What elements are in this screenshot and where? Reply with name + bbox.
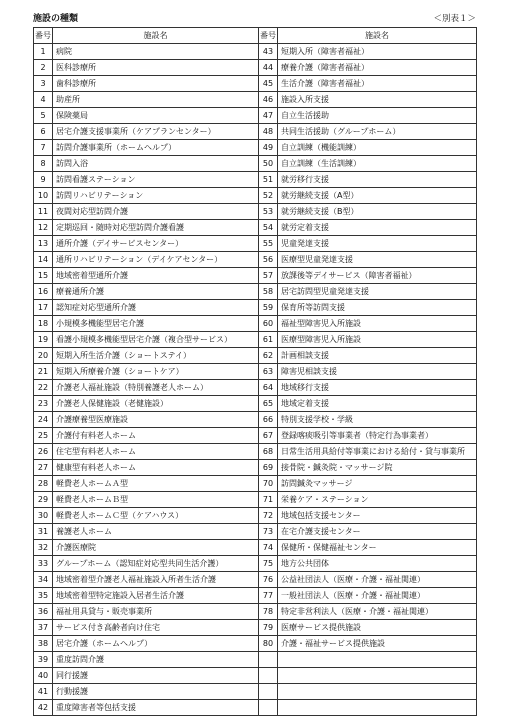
cell-facility-name-left: 居宅介護支援事業所（ケアプランセンター） — [53, 124, 259, 140]
cell-facility-name-left: 同行援護 — [53, 668, 259, 684]
cell-facility-name-left: 夜間対応型訪問介護 — [53, 204, 259, 220]
table-row — [34, 348, 477, 364]
header-name-right: 施設名 — [278, 28, 477, 44]
cell-facility-name-right: 施設入所支援 — [278, 92, 477, 108]
cell-facility-name-left: 歯科診療所 — [53, 76, 259, 92]
cell-number-right: 73 — [259, 524, 278, 540]
cell-facility-name-right: 児童発達支援 — [278, 236, 477, 252]
cell-facility-name-right: 保健所・保健福祉センター — [278, 540, 477, 556]
cell-facility-name-right: 一般社団法人（医療・介護・福祉関連） — [278, 588, 477, 604]
table-row — [34, 684, 477, 700]
cell-number-left: 6 — [34, 124, 53, 140]
cell-facility-name-right: 在宅介護支援センター — [278, 524, 477, 540]
cell-number-left: 29 — [34, 492, 53, 508]
cell-number-left: 2 — [34, 60, 53, 76]
cell-number-left: 27 — [34, 460, 53, 476]
cell-number-right: 44 — [259, 60, 278, 76]
table-row — [34, 572, 477, 588]
cell-number-right: 60 — [259, 316, 278, 332]
cell-facility-name-left: 住宅型有料老人ホーム — [53, 444, 259, 460]
cell-number-left: 31 — [34, 524, 53, 540]
table-body — [34, 44, 477, 716]
cell-number-right: 75 — [259, 556, 278, 572]
cell-number-left: 3 — [34, 76, 53, 92]
cell-facility-name-left: 訪問リハビリテーション — [53, 188, 259, 204]
cell-facility-name-left: 地域密着型通所介護 — [53, 268, 259, 284]
cell-number-left: 32 — [34, 540, 53, 556]
table-row — [34, 108, 477, 124]
cell-number-left: 7 — [34, 140, 53, 156]
cell-facility-name-left: 養護老人ホーム — [53, 524, 259, 540]
cell-number-left: 40 — [34, 668, 53, 684]
cell-facility-name-right: 公益社団法人（医療・介護・福祉関連） — [278, 572, 477, 588]
cell-facility-name-left: 通所介護（デイサービスセンター） — [53, 236, 259, 252]
cell-number-right — [259, 684, 278, 700]
table-row — [34, 396, 477, 412]
cell-number-right: 71 — [259, 492, 278, 508]
cell-facility-name-right: 特定非営利法人（医療・介護・福祉関連） — [278, 604, 477, 620]
cell-number-right: 61 — [259, 332, 278, 348]
cell-number-right: 72 — [259, 508, 278, 524]
cell-number-left: 37 — [34, 620, 53, 636]
cell-number-right: 65 — [259, 396, 278, 412]
table-row — [34, 700, 477, 716]
table-row — [34, 76, 477, 92]
table-row — [34, 60, 477, 76]
cell-facility-name-right: 就労継続支援（B型） — [278, 204, 477, 220]
table-row — [34, 588, 477, 604]
cell-number-right: 50 — [259, 156, 278, 172]
cell-facility-name-left: サービス付き高齢者向け住宅 — [53, 620, 259, 636]
cell-number-right: 69 — [259, 460, 278, 476]
cell-number-right: 48 — [259, 124, 278, 140]
cell-number-left: 10 — [34, 188, 53, 204]
table-row — [34, 284, 477, 300]
cell-number-right: 51 — [259, 172, 278, 188]
cell-number-right: 78 — [259, 604, 278, 620]
cell-facility-name-right: 障害児相談支援 — [278, 364, 477, 380]
cell-number-left: 24 — [34, 412, 53, 428]
cell-number-left: 25 — [34, 428, 53, 444]
cell-facility-name-left: 健康型有料老人ホーム — [53, 460, 259, 476]
table-row — [34, 476, 477, 492]
cell-facility-name-right — [278, 684, 477, 700]
cell-number-left: 14 — [34, 252, 53, 268]
cell-number-left: 39 — [34, 652, 53, 668]
table-row — [34, 620, 477, 636]
cell-number-left: 30 — [34, 508, 53, 524]
cell-number-left: 36 — [34, 604, 53, 620]
cell-number-left: 17 — [34, 300, 53, 316]
cell-facility-name-right: 就労定着支援 — [278, 220, 477, 236]
cell-facility-name-left: 介護老人福祉施設（特別養護老人ホーム） — [53, 380, 259, 396]
cell-facility-name-right: 訪問鍼灸マッサージ — [278, 476, 477, 492]
cell-facility-name-left: 認知症対応型通所介護 — [53, 300, 259, 316]
cell-facility-name-right: 地域移行支援 — [278, 380, 477, 396]
table-row — [34, 220, 477, 236]
cell-facility-name-left: 介護付有料老人ホーム — [53, 428, 259, 444]
cell-facility-name-right — [278, 700, 477, 716]
cell-number-left: 33 — [34, 556, 53, 572]
cell-facility-name-right: 保育所等訪問支援 — [278, 300, 477, 316]
table-row — [34, 412, 477, 428]
cell-facility-name-left: 居宅介護（ホームヘルプ） — [53, 636, 259, 652]
table-row — [34, 124, 477, 140]
cell-number-left: 4 — [34, 92, 53, 108]
cell-number-left: 5 — [34, 108, 53, 124]
table-row — [34, 156, 477, 172]
cell-number-right: 43 — [259, 44, 278, 60]
cell-facility-name-right — [278, 652, 477, 668]
cell-facility-name-left: 通所リハビリテーション（デイケアセンター） — [53, 252, 259, 268]
cell-facility-name-left: 医科診療所 — [53, 60, 259, 76]
cell-facility-name-right: 就労移行支援 — [278, 172, 477, 188]
cell-facility-name-right: 自立生活援助 — [278, 108, 477, 124]
table-row — [34, 92, 477, 108]
cell-number-left: 13 — [34, 236, 53, 252]
cell-facility-name-left: 短期入所生活介護（ショートステイ） — [53, 348, 259, 364]
cell-number-right: 45 — [259, 76, 278, 92]
cell-facility-name-right: 地方公共団体 — [278, 556, 477, 572]
cell-number-left: 16 — [34, 284, 53, 300]
appendix-reference: ＜別表１＞ — [433, 14, 476, 24]
cell-number-right: 76 — [259, 572, 278, 588]
cell-number-left: 8 — [34, 156, 53, 172]
cell-number-right: 58 — [259, 284, 278, 300]
cell-number-left: 38 — [34, 636, 53, 652]
cell-number-right: 54 — [259, 220, 278, 236]
cell-facility-name-left: 病院 — [53, 44, 259, 60]
cell-facility-name-left: 軽費老人ホームＢ型 — [53, 492, 259, 508]
cell-number-right: 62 — [259, 348, 278, 364]
cell-number-right: 77 — [259, 588, 278, 604]
cell-number-right — [259, 652, 278, 668]
cell-facility-name-right: 介護・福祉サービス提供施設 — [278, 636, 477, 652]
cell-number-right: 67 — [259, 428, 278, 444]
table-row — [34, 380, 477, 396]
cell-facility-name-left: 小規模多機能型居宅介護 — [53, 316, 259, 332]
cell-facility-name-left: 地域密着型特定施設入居者生活介護 — [53, 588, 259, 604]
cell-number-right: 70 — [259, 476, 278, 492]
cell-facility-name-right: 居宅訪問型児童発達支援 — [278, 284, 477, 300]
cell-facility-name-left: 軽費老人ホームＣ型（ケアハウス） — [53, 508, 259, 524]
table-row — [34, 460, 477, 476]
cell-facility-name-right: 特別支援学校・学級 — [278, 412, 477, 428]
cell-facility-name-right: 放課後等デイサービス（障害者福祉） — [278, 268, 477, 284]
table-row — [34, 540, 477, 556]
table-row — [34, 140, 477, 156]
cell-facility-name-right: 療養介護（障害者福祉） — [278, 60, 477, 76]
cell-number-right: 57 — [259, 268, 278, 284]
cell-facility-name-right: 地域包括支援センター — [278, 508, 477, 524]
table-row — [34, 44, 477, 60]
cell-number-left: 22 — [34, 380, 53, 396]
cell-facility-name-left: 短期入所療養介護（ショートケア） — [53, 364, 259, 380]
cell-facility-name-right: 生活介護（障害者福祉） — [278, 76, 477, 92]
cell-number-right: 55 — [259, 236, 278, 252]
cell-facility-name-left: 訪問看護ステーション — [53, 172, 259, 188]
table-header-row — [34, 28, 477, 44]
cell-number-right — [259, 700, 278, 716]
cell-facility-name-left: 地域密着型介護老人福祉施設入所者生活介護 — [53, 572, 259, 588]
cell-number-right: 79 — [259, 620, 278, 636]
table-row — [34, 508, 477, 524]
table-row — [34, 204, 477, 220]
cell-facility-name-left: 行動援護 — [53, 684, 259, 700]
table-row — [34, 300, 477, 316]
cell-facility-name-right: 自立訓練（機能訓練） — [278, 140, 477, 156]
cell-facility-name-left: 療養通所介護 — [53, 284, 259, 300]
cell-facility-name-right: 登録喀痰吸引等事業者（特定行為事業者） — [278, 428, 477, 444]
cell-facility-name-left: 軽費老人ホームＡ型 — [53, 476, 259, 492]
header-number-right: 番号 — [259, 28, 278, 44]
cell-number-left: 15 — [34, 268, 53, 284]
cell-facility-name-right: 接骨院・鍼灸院・マッサージ院 — [278, 460, 477, 476]
header-number-left: 番号 — [34, 28, 53, 44]
table-row — [34, 652, 477, 668]
cell-number-left: 35 — [34, 588, 53, 604]
table-row — [34, 188, 477, 204]
table-row — [34, 428, 477, 444]
cell-facility-name-left: 訪問介護事業所（ホームヘルプ） — [53, 140, 259, 156]
table-row — [34, 604, 477, 620]
cell-facility-name-right: 栄養ケア・ステーション — [278, 492, 477, 508]
page-title: 施設の種類 — [33, 14, 79, 24]
table-row — [34, 236, 477, 252]
cell-number-left: 19 — [34, 332, 53, 348]
cell-number-right — [259, 668, 278, 684]
table-row — [34, 492, 477, 508]
cell-number-left: 34 — [34, 572, 53, 588]
table-row — [34, 172, 477, 188]
facility-type-table — [33, 27, 477, 716]
cell-facility-name-right: 共同生活援助（グループホーム） — [278, 124, 477, 140]
cell-number-right: 46 — [259, 92, 278, 108]
cell-facility-name-right: 地域定着支援 — [278, 396, 477, 412]
cell-number-left: 26 — [34, 444, 53, 460]
cell-number-right: 64 — [259, 380, 278, 396]
cell-number-right: 59 — [259, 300, 278, 316]
table-row — [34, 364, 477, 380]
cell-number-left: 41 — [34, 684, 53, 700]
cell-number-left: 1 — [34, 44, 53, 60]
cell-number-left: 12 — [34, 220, 53, 236]
cell-facility-name-left: グループホーム（認知症対応型共同生活介護） — [53, 556, 259, 572]
cell-facility-name-left: 介護老人保健施設（老健施設） — [53, 396, 259, 412]
cell-facility-name-left: 看護小規模多機能型居宅介護（複合型サービス） — [53, 332, 259, 348]
cell-number-right: 47 — [259, 108, 278, 124]
cell-number-right: 49 — [259, 140, 278, 156]
cell-number-left: 20 — [34, 348, 53, 364]
cell-number-right: 63 — [259, 364, 278, 380]
cell-facility-name-right: 自立訓練（生活訓練） — [278, 156, 477, 172]
cell-number-right: 68 — [259, 444, 278, 460]
cell-number-left: 28 — [34, 476, 53, 492]
cell-number-left: 11 — [34, 204, 53, 220]
cell-facility-name-right: 医療サービス提供施設 — [278, 620, 477, 636]
cell-facility-name-right: 医療型障害児入所施設 — [278, 332, 477, 348]
cell-facility-name-right: 医療型児童発達支援 — [278, 252, 477, 268]
table-row — [34, 556, 477, 572]
cell-facility-name-left: 保険薬局 — [53, 108, 259, 124]
cell-number-left: 21 — [34, 364, 53, 380]
cell-facility-name-left: 定期巡回・随時対応型訪問介護看護 — [53, 220, 259, 236]
table-row — [34, 668, 477, 684]
cell-facility-name-left: 訪問入浴 — [53, 156, 259, 172]
cell-number-right: 74 — [259, 540, 278, 556]
cell-number-left: 23 — [34, 396, 53, 412]
cell-facility-name-left: 重度障害者等包括支援 — [53, 700, 259, 716]
cell-facility-name-right: 計画相談支援 — [278, 348, 477, 364]
table-row — [34, 444, 477, 460]
table-row — [34, 636, 477, 652]
cell-number-left: 18 — [34, 316, 53, 332]
cell-number-left: 9 — [34, 172, 53, 188]
cell-number-right: 80 — [259, 636, 278, 652]
cell-facility-name-right: 日常生活用具給付等事業における給付・貸与事業所 — [278, 444, 477, 460]
table-row — [34, 332, 477, 348]
cell-number-right: 56 — [259, 252, 278, 268]
table-row — [34, 252, 477, 268]
cell-facility-name-left: 助産所 — [53, 92, 259, 108]
cell-facility-name-left: 介護療養型医療施設 — [53, 412, 259, 428]
cell-facility-name-right — [278, 668, 477, 684]
table-row — [34, 524, 477, 540]
table-row — [34, 316, 477, 332]
cell-facility-name-right: 短期入所（障害者福祉） — [278, 44, 477, 60]
cell-facility-name-right: 福祉型障害児入所施設 — [278, 316, 477, 332]
cell-number-right: 53 — [259, 204, 278, 220]
cell-facility-name-left: 福祉用具貸与・販売事業所 — [53, 604, 259, 620]
header-name-left: 施設名 — [53, 28, 259, 44]
cell-number-right: 66 — [259, 412, 278, 428]
cell-facility-name-right: 就労継続支援（A型） — [278, 188, 477, 204]
cell-number-right: 52 — [259, 188, 278, 204]
cell-facility-name-left: 重度訪問介護 — [53, 652, 259, 668]
cell-facility-name-left: 介護医療院 — [53, 540, 259, 556]
table-row — [34, 268, 477, 284]
cell-number-left: 42 — [34, 700, 53, 716]
